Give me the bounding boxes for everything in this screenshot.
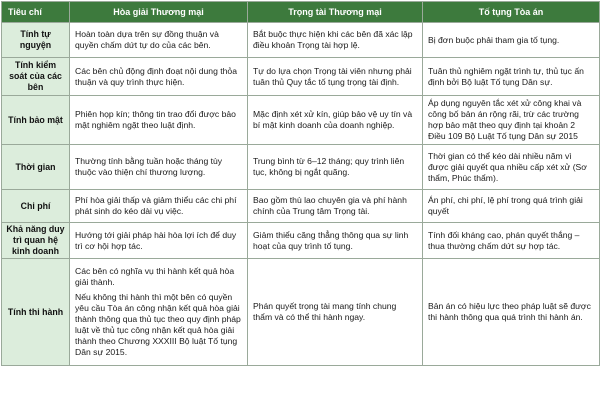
header-court: Tố tụng Tòa án [423,2,600,23]
header-mediation: Hòa giải Thương mại [70,2,248,23]
cell-text: Phí hòa giải thấp và giảm thiểu các chi phí phát sinh do kéo dài vụ việc. [75,195,237,216]
cell-mediation [70,145,248,190]
cell-arbitration: Phán quyết trọng tài mang tính chung thẩm và có thể thi hành ngay. [248,259,423,366]
row-criterion: Tính kiểm soát của các bên [2,58,70,96]
cell-text: Hoàn toàn dựa trên sự đồng thuận và quyền chấm dứt tự do của các bên. [75,29,219,50]
cell-arbitration: Giảm thiểu căng thẳng thông qua sự linh hoạt của quy trình tố tụng. [248,223,423,259]
cell-text: Nếu không thi hành thì một bên có quyền yêu cầu Tòa án công nhận kết quả hòa giải thành thông qua thủ tục theo quy định pháp luật về thủ tục công nhận kết quả hòa giải thành theo Chương XXXIII Bộ luật Tố tụng Dân sự 2015. [75,292,241,357]
row-criterion: Tính bảo mật [2,96,70,145]
table-body [2,23,600,366]
cell-arbitration: Bắt buộc thực hiện khi các bên đã xác lập điều khoản Trọng tài hợp lệ. [248,23,423,58]
cell-text: Các bên chủ động định đoạt nội dung thỏa thuận và quy trình thực hiện. [75,65,237,87]
cell-text: Hướng tới giải pháp hài hòa lợi ích để duy trì cơ hội hợp tác. [75,229,237,251]
cell-mediation [70,23,248,58]
cell-court: Áp dụng nguyên tắc xét xử công khai và công bố bản án rộng rãi, trừ các trường hợp bảo mật theo quy định tại khoản 2 Điều 109 Bộ Luật Tố tụng Dân sự 2015 [423,96,600,145]
row-criterion: Thời gian [2,145,70,190]
header-row [2,2,600,23]
cell-text: Phiên họp kín; thông tin trao đổi được bảo mật nghiêm ngặt theo luật định. [75,109,236,130]
cell-text: Các bên có nghĩa vụ thi hành kết quả hòa giải thành. [75,266,235,287]
table-header [2,2,600,23]
header-criterion: Tiêu chí [2,2,70,23]
table-row [2,223,600,259]
cell-mediation [70,223,248,259]
row-criterion: Tính thi hành [2,259,70,366]
cell-court: Bị đơn buộc phải tham gia tố tụng. [423,23,600,58]
cell-arbitration: Bao gồm thù lao chuyên gia và phí hành chính của Trung tâm Trọng tài. [248,190,423,223]
cell-arbitration: Mặc định xét xử kín, giúp bảo vệ uy tín và bí mật kinh doanh của doanh nghiệp. [248,96,423,145]
table-row [2,23,600,58]
cell-mediation [70,96,248,145]
cell-court: Tính đối kháng cao, phán quyết thắng – thua thường chấm dứt sự hợp tác. [423,223,600,259]
header-arbitration: Trọng tài Thương mại [248,2,423,23]
cell-mediation [70,259,248,366]
table-row [2,259,600,366]
cell-court: Bản án có hiệu lực theo pháp luật sẽ được thi hành thông qua quá trình thi hành án. [423,259,600,366]
cell-mediation [70,190,248,223]
cell-court: Án phí, chi phí, lệ phí trong quá trình giải quyết [423,190,600,223]
cell-arbitration: Tự do lựa chọn Trọng tài viên nhưng phải tuân thủ Quy tắc tố tụng trọng tài định. [248,58,423,96]
comparison-table [1,1,600,366]
table-row [2,145,600,190]
cell-text: Thường tính bằng tuần hoặc tháng tùy thuộc vào thiện chí thương lượng. [75,156,223,177]
row-criterion: Khả năng duy trì quan hệ kinh doanh [2,223,70,259]
table-row [2,58,600,96]
row-criterion: Chi phí [2,190,70,223]
cell-mediation [70,58,248,96]
table-row [2,190,600,223]
row-criterion: Tính tự nguyện [2,23,70,58]
cell-arbitration: Trung bình từ 6–12 tháng; quy trình liên tục, không bị ngắt quãng. [248,145,423,190]
cell-court: Tuân thủ nghiêm ngặt trình tự, thủ tục ấn định bởi Bộ luật Tố tụng Dân sự. [423,58,600,96]
table-row [2,96,600,145]
cell-court: Thời gian có thể kéo dài nhiều năm vì được giải quyết qua nhiều cấp xét xử (Sơ thẩm, Phúc thẩm). [423,145,600,190]
